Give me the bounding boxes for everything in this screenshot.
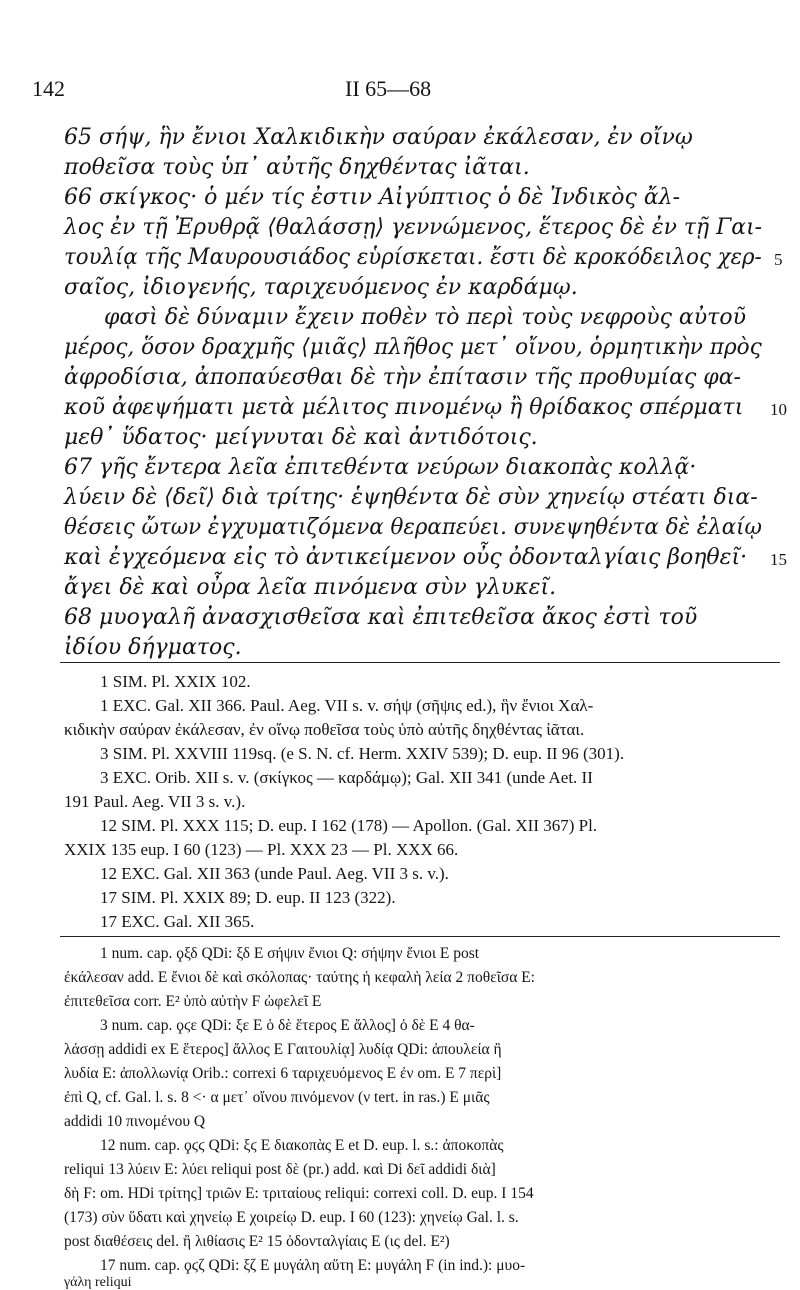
apparatus-line: addidi 10 πινομένου Q: [64, 1113, 206, 1130]
text-line: τουλίᾳ τῆς Μαυρουσιάδος εὑρίσκεται. ἔστι δὲ κροκόδειλος χερ-: [64, 245, 762, 270]
text-line: καὶ ἐγχεόμενα εἰς τὸ ἀντικείμενον οὖς ὀδονταλγίαις βοηθεῖ·: [64, 545, 748, 570]
apparatus-line: λυδία E: ἀπολλωνίᾳ Orib.: correxi 6 ταριχευόμενος E ἐν om. E 7 περὶ]: [64, 1065, 502, 1082]
apparatus-line: γάλη reliqui: [64, 1275, 132, 1290]
text-line: σαῖος, ἰδιογενής, ταριχευόμενος ἐν καρδάμῳ.: [64, 275, 578, 300]
source-line: 191 Paul. Aeg. VII 3 s. v.).: [64, 792, 246, 811]
text-line: λος ἐν τῇ Ἐρυθρᾷ ⟨θαλάσσῃ⟩ γεννώμενος, ἕτερος δὲ ἐν τῇ Γαι-: [64, 215, 763, 240]
source-line: 3 SIM. Pl. XXVIII 119sq. (e S. N. cf. Herm. XXIV 539); D. eup. II 96 (301).: [100, 744, 625, 763]
text-line: μέρος, ὅσον δραχμῆς ⟨μιᾶς⟩ πλῆθος μετ᾿ οἴνου, ὁρμητικὴν πρὸς: [64, 335, 762, 360]
source-line: 12 SIM. Pl. XXX 115; D. eup. I 162 (178) — Apollon. (Gal. XII 367) Pl.: [100, 816, 598, 835]
apparatus-line: λάσσῃ addidi ex E ἕτερος] ἄλλος E Γαιτουλίᾳ] λυδίᾳ QDi: ἀπουλεία ἢ: [64, 1041, 502, 1058]
text-line: 68 μυογαλῆ ἀνασχισθεῖσα καὶ ἐπιτεθεῖσα ἄκος ἐστὶ τοῦ: [64, 605, 698, 630]
source-line: 1 SIM. Pl. XXIX 102.: [100, 672, 251, 691]
source-line: 3 EXC. Orib. XII s. v. (σκίγκος — καρδάμῳ); Gal. XII 341 (unde Aet. II: [100, 768, 593, 787]
text-line: ποθεῖσα τοὺς ὑπ᾿ αὐτῆς δηχθέντας ἰᾶται.: [64, 155, 530, 180]
text-line: μεθ᾿ ὕδατος· μείγνυται δὲ καὶ ἀντιδότοις.: [64, 425, 538, 450]
apparatus-line: 1 num. cap. ϙξδ QDi: ξδ E σήψιν ἔνιοι Q: σήψην ἔνιοι E post: [100, 945, 480, 962]
line-number: 10: [770, 400, 787, 419]
apparatus-line: post διαθέσεις del. ἢ λιθίασις E² 15 ὀδονταλγίαις E (ις del. E²): [64, 1233, 450, 1250]
apparatus-line: reliqui 13 λύειν E: λύει reliqui post δὲ (pr.) add. καὶ Di δεῖ addidi διὰ]: [64, 1161, 496, 1178]
apparatus-line: ἐπιτεθεῖσα corr. E² ὑπὸ αὐτὴν F ὠφελεῖ E: [64, 993, 322, 1010]
page-number: 142: [32, 76, 65, 101]
text-line: 67 γῆς ἔντερα λεῖα ἐπιτεθέντα νεύρων διακοπὰς κολλᾷ·: [64, 455, 697, 480]
apparatus-line: ἐκάλεσαν add. E ἔνιοι δὲ καὶ σκόλοπας· ταύτης ἡ κεφαλὴ λεία 2 ποθεῖσα E:: [64, 969, 535, 986]
apparatus-line: 17 num. cap. ϙϛζ QDi: ξζ E μυγάλη αὕτη E: μυγάλη F (in ind.): μυο-: [100, 1257, 526, 1274]
line-number: 15: [770, 550, 787, 569]
source-line: 17 EXC. Gal. XII 365.: [100, 912, 255, 931]
text-line: θέσεις ὤτων ἐγχυματιζόμενα θεραπεύει. συνεψηθέντα δὲ ἐλαίῳ: [64, 515, 762, 540]
text-line: 65 σήψ, ἣν ἔνιοι Χαλκιδικὴν σαύραν ἐκάλεσαν, ἐν οἴνῳ: [64, 125, 693, 150]
line-number: 5: [774, 250, 783, 269]
apparatus-line: 3 num. cap. ϙϛε QDi: ξε E ὁ δὲ ἕτερος E ἄλλος] ὁ δὲ E 4 θα-: [100, 1017, 475, 1034]
source-line: 12 EXC. Gal. XII 363 (unde Paul. Aeg. VII 3 s. v.).: [100, 864, 449, 883]
text-line: 66 σκίγκος· ὁ μέν τίς ἐστιν Αἰγύπτιος ὁ δὲ Ἰνδικὸς ἄλ-: [64, 185, 681, 210]
text-line: ἄγει δὲ καὶ οὖρα λεῖα πινόμενα σὺν γλυκεῖ.: [64, 575, 557, 600]
running-title: II 65—68: [345, 76, 432, 101]
text-line: ἰδίου δήγματος.: [64, 635, 242, 660]
apparatus-line: ἐπὶ Q, cf. Gal. l. s. 8 <· α μετ᾿ οἴνου πινόμενον (ν tert. in ras.) E μιᾶς: [64, 1089, 490, 1106]
text-line: κοῦ ἀφεψήματι μετὰ μέλιτος πινομένῳ ἢ θρίδακος σπέρματι: [64, 395, 744, 420]
section-divider: [60, 662, 780, 663]
apparatus-line: 12 num. cap. ϙϛϛ QDi: ξϛ E διακοπὰς E et D. eup. l. s.: ἀποκοπὰς: [100, 1137, 504, 1154]
apparatus-line: (173) σὺν ὕδατι καὶ χηνείῳ E χοιρείῳ D. eup. I 60 (123): χηνείῳ Gal. l. s.: [64, 1209, 519, 1226]
text-line: ἀφροδίσια, ἀποπαύεσθαι δὲ τὴν ἐπίτασιν τῆς προθυμίας φα-: [64, 365, 741, 390]
source-line: 1 EXC. Gal. XII 366. Paul. Aeg. VII s. v. σήψ (σῆψις ed.), ἣν ἔνιοι Χαλ-: [100, 696, 594, 715]
source-line: XXIX 135 eup. I 60 (123) — Pl. XXX 23 — Pl. XXX 66.: [64, 840, 459, 859]
source-line: κιδικὴν σαύραν ἐκάλεσαν, ἐν οἴνῳ ποθεῖσα τοὺς ὑπὸ αὐτῆς δηχθέντας ἰᾶται.: [64, 720, 585, 739]
source-line: 17 SIM. Pl. XXIX 89; D. eup. II 123 (322).: [100, 888, 396, 907]
apparatus-line: δὴ F: om. HDi τρίτης] τριῶν E: τριταίους reliqui: correxi coll. D. eup. I 154: [64, 1185, 534, 1202]
text-line: λύειν δὲ ⟨δεῖ⟩ διὰ τρίτης· ἑψηθέντα δὲ σὺν χηνείῳ στέατι δια-: [64, 485, 758, 510]
apparatus-divider: [60, 936, 780, 937]
text-line: φασὶ δὲ δύναμιν ἔχειν ποθὲν τὸ περὶ τοὺς νεφροὺς αὐτοῦ: [104, 305, 746, 330]
